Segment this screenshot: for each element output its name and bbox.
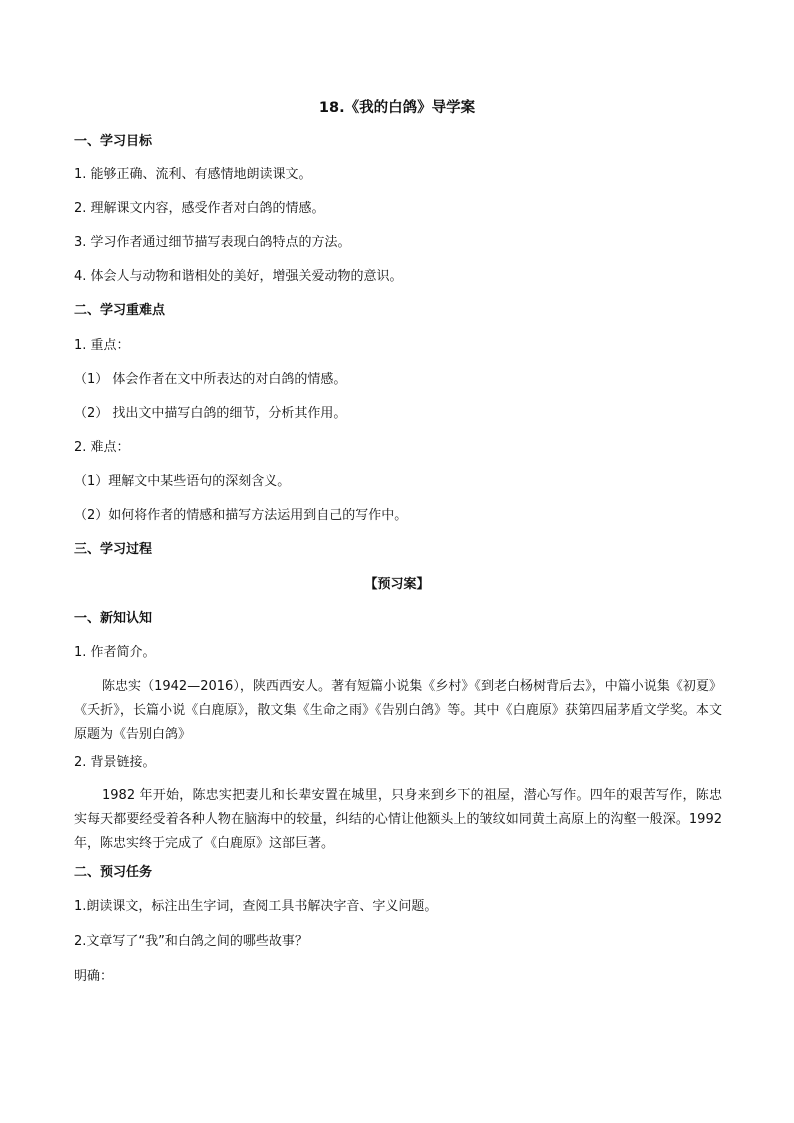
part-heading-preview-tasks: 二、预习任务 [74,865,153,880]
goal-item-1: 1. 能够正确、流利、有感情地朗读课文。 [74,167,312,182]
background-label: 2. 背景链接。 [74,755,156,770]
author-intro-paragraph: 陈忠实（1942—2016），陕西西安人。著有短篇小说集《乡村》《到老白杨树背后去》，中篇小说集《初夏》《夭折》，长篇小说《白鹿原》，散文集《生命之雨》《告别白鸽》等。其中《白鹿原》获第四届茅盾文学奖。本文原题为《告别白鸽》 [74,679,722,742]
difficulty-item-1: （1）理解文中某些语句的深刻含义。 [74,474,291,489]
difficulty-label: 2. 难点： [74,440,130,455]
key-point-item-1: （1） 体会作者在文中所表达的对白鸽的情感。 [74,372,347,387]
section-heading-key-points: 二、学习重难点 [74,303,166,318]
page-title: 18.《我的白鸽》导学案 [318,100,476,116]
goal-item-4: 4. 体会人与动物和谐相处的美好，增强关爱动物的意识。 [74,269,403,284]
part-heading-new-knowledge: 一、新知认知 [74,611,153,626]
preview-subtitle: 【预习案】 [364,577,430,592]
answer-label: 明确： [74,969,114,984]
goal-item-2: 2. 理解课文内容，感受作者对白鸽的情感。 [74,201,325,216]
goal-item-3: 3. 学习作者通过细节描写表现白鸽特点的方法。 [74,235,351,250]
author-intro-label: 1. 作者简介。 [74,645,156,660]
task-item-1: 1.朗读课文，标注出生字词，查阅工具书解决字音、字义问题。 [74,899,438,914]
key-points-label: 1. 重点： [74,338,130,353]
difficulty-item-2: （2）如何将作者的情感和描写方法运用到自己的写作中。 [74,508,408,523]
section-heading-goals: 一、学习目标 [74,134,153,149]
task-item-2: 2.文章写了“我”和白鸽之间的哪些故事？ [74,934,308,949]
key-point-item-2: （2） 找出文中描写白鸽的细节，分析其作用。 [74,406,347,421]
section-heading-process: 三、学习过程 [74,542,153,557]
background-paragraph: 1982 年开始，陈忠实把妻儿和长辈安置在城里，只身来到乡下的祖屋，潜心写作。四年的艰苦写作，陈忠实每天都要经受着各种人物在脑海中的较量，纠结的心情让他额头上的皱纹如同黄土高原上的沟壑一般深。1992 年，陈忠实终于完成了《白鹿原》这部巨著。 [74,788,722,851]
